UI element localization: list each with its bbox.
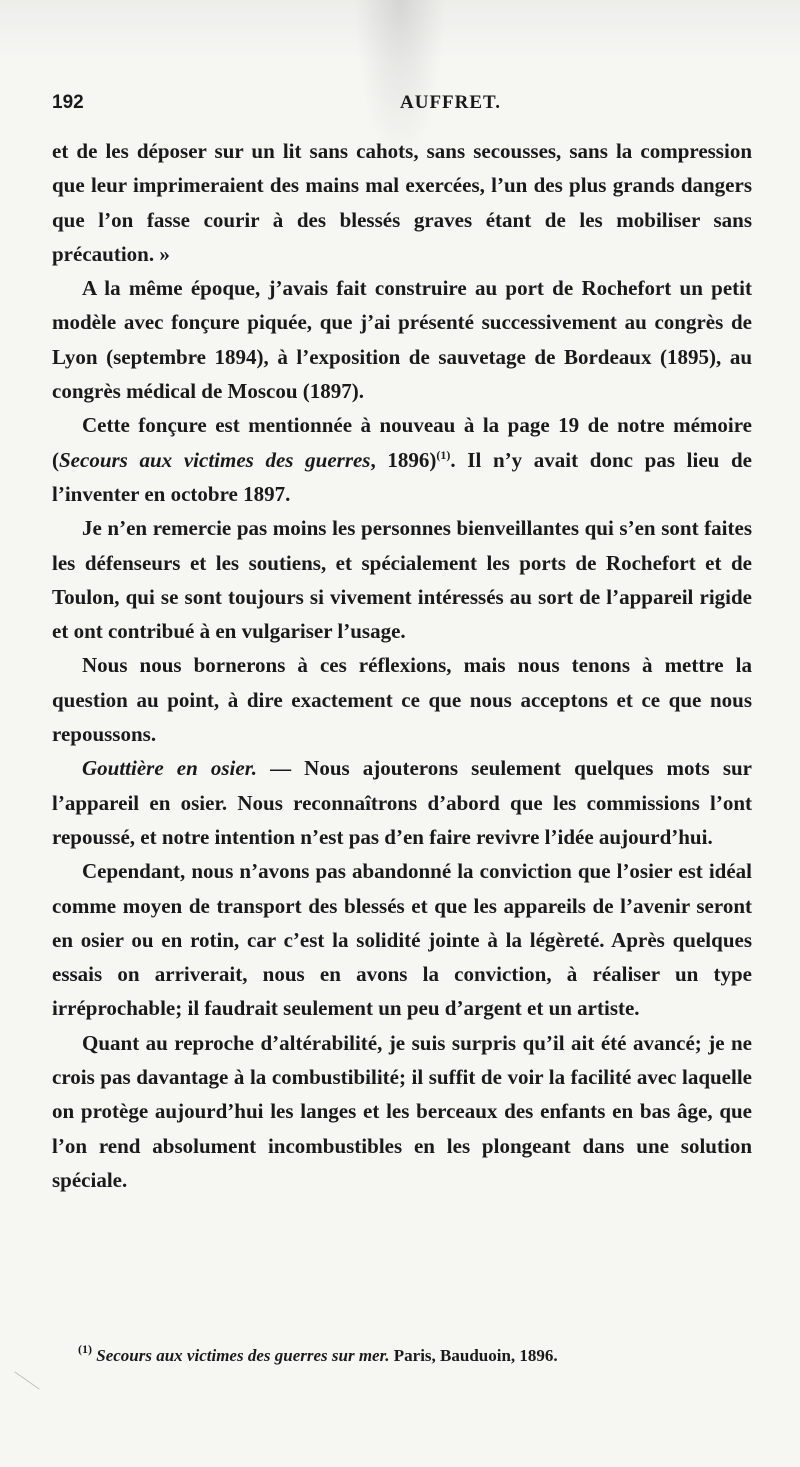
footnote-reference: (1) (436, 447, 451, 462)
paragraph-reflexions: Nous nous bornerons à ces réflexions, mais nous tenons à mettre la question au point, à dire exactement ce que nous acceptons et ce que nous repoussons. (52, 653, 752, 747)
paragraph-rochefort-model: A la même époque, j’avais fait construire au port de Rochefort un petit modèle avec fonçure piquée, que j’ai présenté successivement au congrès de Lyon (septembre 1894), à l’exposition de sauvetage de Bordeaux (1895), au congrès médical de Moscou (1897). (52, 276, 752, 404)
running-head (52, 92, 752, 116)
body-text (52, 134, 752, 1197)
paragraph-alterabilite: Quant au reproche d’altérabilité, je suis surpris qu’il ait été avancé; je ne crois pas davantage à la combustibilité; il suffit de voir la facilité avec laquelle on protège aujourd’hui les langes et les berceaux des enfants en bas âge, que l’on rend absolument incombustibles en les plongeant dans une solution spéciale. (52, 1030, 752, 1192)
paragraph-osier-ideal: Cependant, nous n’avons pas abandonné la conviction que l’osier est idéal comme moyen de transport des blessés et que les appareils de l’avenir seront en osier ou en rotin, car c’est la solidité jointe à la légèreté. Après quelques essais on arriverait, nous en avons la conviction, à réaliser un type irréprochable; il faudrait seulement un peu d’argent et un artiste. (52, 859, 752, 1021)
page-number: 192 (52, 92, 84, 113)
section-heading: Gouttière en osier. (82, 756, 257, 781)
paragraph-text: , 1896) (370, 447, 437, 472)
paragraph-foncure-mention (52, 408, 752, 511)
paragraph-text: — Nous ajouterons seulement quelques mots sur l’appareil en osier. Nous reconnaîtrons d’abord que les commissions l’ont repoussé, et notre intention n’est pas d’en faire revivre l’idée aujourd’hui. (52, 756, 752, 849)
footnote-text: Paris, Bauduoin, 1896. (389, 1346, 558, 1365)
running-title: AUFFRET. (400, 92, 502, 113)
footnote-marker: (1) (78, 1342, 92, 1356)
paragraph-text: Cette fonçure est mentionnée à nouveau à la page 19 de notre mémoire ( (52, 413, 752, 472)
paragraph-gouttiere-osier (52, 751, 752, 854)
margin-mark (14, 1371, 39, 1389)
footnote-title: Secours aux victimes des guerres sur mer. (96, 1346, 390, 1365)
paragraph-thanks: Je n’en remercie pas moins les personnes bienveillantes qui s’en sont faites les défenseurs et les soutiens, et spécialement les ports de Rochefort et de Toulon, qui se sont toujours si vivement intéressés au sort de l’appareil rigide et ont contribué à en vulgariser l’usage. (52, 516, 752, 644)
book-title: Secours aux victimes des guerres (59, 447, 371, 472)
footnote (78, 1342, 758, 1366)
paragraph-text: . Il n’y avait donc pas lieu de l’inventer en octobre 1897. (52, 447, 752, 506)
paragraph-continuation: et de les déposer sur un lit sans cahots, sans secousses, sans la compression que leur imprimeraient des mains mal exercées, l’un des plus grands dangers que l’on fasse courir à des blessés graves étant de les mobiliser sans précaution. » (52, 139, 752, 266)
